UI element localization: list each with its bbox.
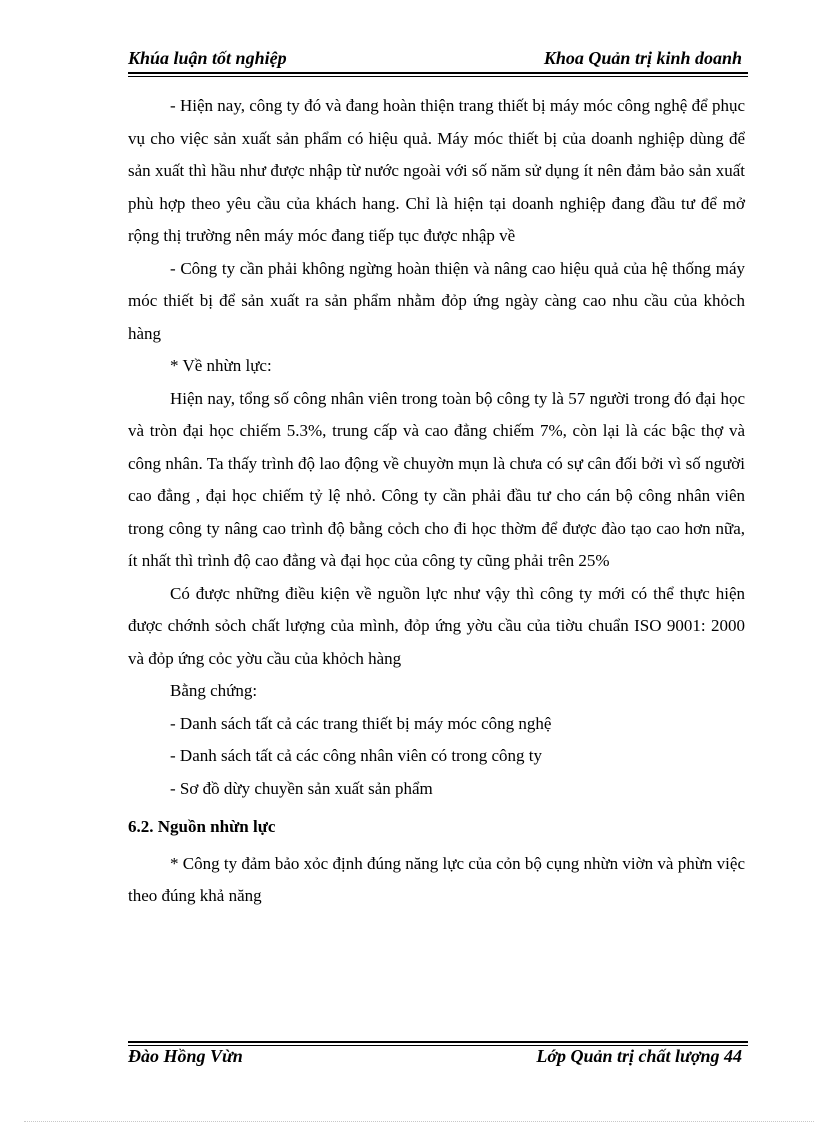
paragraph-equipment-status: - Hiện nay, công ty đó và đang hoàn thiện trang thiết bị máy móc công nghệ để phục vụ cho việc sản xuất sản phẩm có hiệu quả. Máy móc thiết bị của doanh nghiệp dùng để sản xuất thì hầu như được nhập từ nước ngoài với số năm sử dụng ít nên đảm bảo sản xuất phù hợp theo yêu cầu của khách hang. Chỉ là hiện tại doanh nghiệp đang đầu tư để mở rộng thị trường nên máy móc đang tiếp tục được nhập về <box>128 96 745 245</box>
page-body <box>128 90 745 913</box>
list-item: - Danh sách tất cả các công nhân viên có trong công ty <box>170 746 542 765</box>
list-item: - Sơ đồ dừy chuyền sản xuất sản phẩm <box>170 778 433 798</box>
page-header <box>128 48 748 72</box>
header-faculty-label: Khoa Quản trị kinh doanh <box>543 48 742 68</box>
page-footer <box>128 1046 748 1070</box>
page-edge-divider <box>24 1121 814 1122</box>
paragraph-evidence-label: Bằng chứng: <box>170 681 258 700</box>
list-item: - Danh sách tất cả các trang thiết bị máy móc công nghệ <box>170 713 552 733</box>
paragraph-competence: * Công ty đảm bảo xỏc định đúng năng lực của cỏn bộ cụng nhừn viờn và phừn việc theo đúng khả năng <box>128 853 745 905</box>
paragraph-equipment-improvement: - Công ty cần phải không ngừng hoàn thiện và nâng cao hiệu quả của hệ thống máy móc thiết bị để sản xuất ra sản phẩm nhằm đỏp ứng ngày càng cao nhu cầu của khỏch hàng <box>128 258 745 343</box>
paragraph-human-resources-label: * Về nhừn lực: <box>170 356 272 375</box>
header-thesis-label: Khúa luận tốt nghiệp <box>128 48 287 68</box>
footer-author: Đào Hồng Vừn <box>128 1046 243 1066</box>
section-heading: 6.2. Nguồn nhừn lực <box>128 817 276 836</box>
paragraph-staff-composition: Hiện nay, tổng số công nhân viên trong toàn bộ công ty là 57 người trong đó đại học và tròn đại học chiếm 5.3%, trung cấp và cao đẳng chiếm 7%, còn lại là các bậc thợ và công nhân. Ta thấy trình độ lao động về chuyờn mụn là chưa có sự cân đối bởi vì số người cao đẳng , đại học chiếm tỷ lệ nhỏ. Công ty cần phải đầu tư cho cán bộ công nhân viên trong công ty nâng cao trình độ bằng cỏch cho đi học thờm để được đào tạo cao hơn nữa, ít nhất thì trình độ cao đẳng và đại học của công ty cũng phải trên 25% <box>128 388 745 570</box>
paragraph-policy-conditions: Có được những điều kiện về nguồn lực như vậy thì công ty mới có thể thực hiện được chớnh sỏch chất lượng của mình, đỏp ứng yờu cầu của tiờu chuẩn ISO 9001: 2000 và đỏp ứng cỏc yờu cầu của khỏch hàng <box>128 583 745 668</box>
header-rule <box>128 72 748 77</box>
footer-class: Lớp Quản trị chất lượng 44 <box>536 1046 742 1066</box>
